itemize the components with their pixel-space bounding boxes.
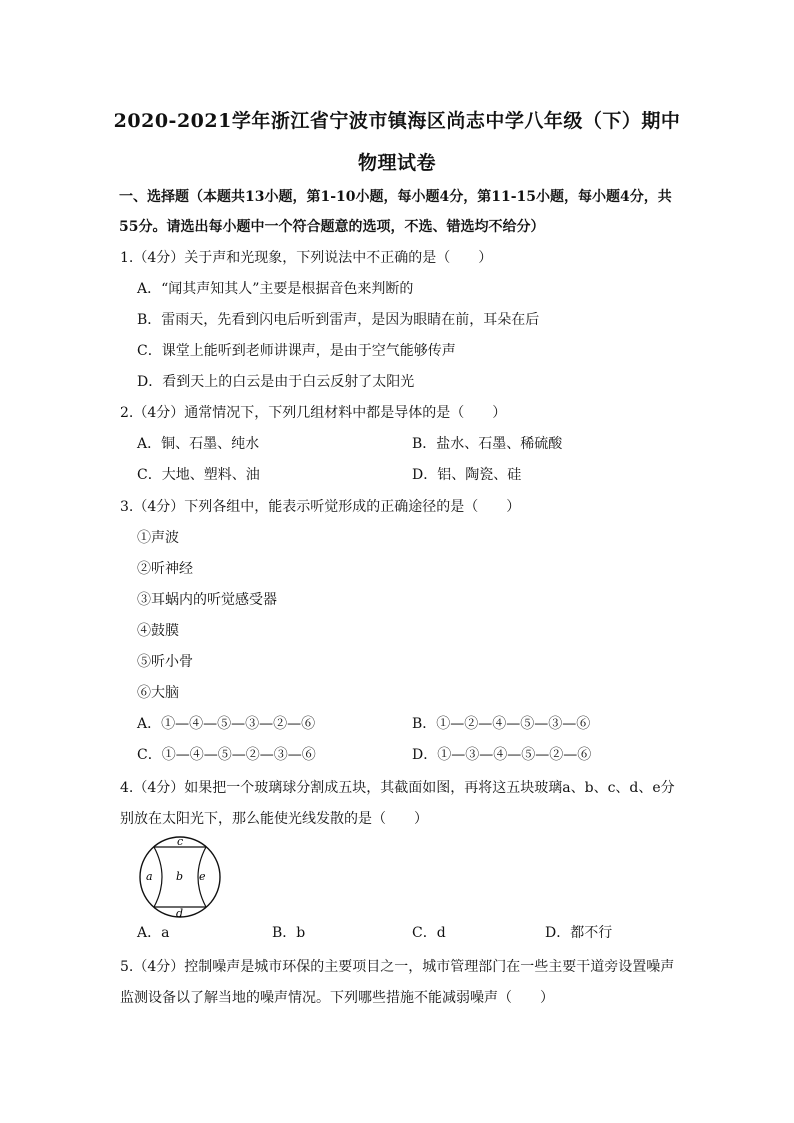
- question-3-stem: 3.（4分）下列各组中，能表示听觉形成的正确途径的是（ ）: [120, 499, 521, 515]
- question-3-item: ④鼓膜: [137, 623, 179, 639]
- question-1-option-d: D．看到天上的白云是由于白云反射了太阳光: [137, 374, 415, 390]
- question-1-option-a: A．“闻其声知其人”主要是根据音色来判断的: [137, 281, 414, 297]
- figure-label-d: d: [176, 907, 184, 920]
- question-5-stem-line1: 5.（4分）控制噪声是城市环保的主要项目之一，城市管理部门在一些主要干道旁设置噪声: [120, 959, 675, 975]
- question-3-item: ②听神经: [137, 561, 193, 577]
- question-4-option-b: B．b: [272, 925, 306, 941]
- figure-label-c: c: [177, 835, 184, 848]
- page-subtitle: 物理试卷: [357, 152, 436, 174]
- question-3-option-c: C．①—④—⑤—②—③—⑥: [137, 747, 316, 763]
- question-3-item: ①声波: [137, 530, 179, 546]
- question-2-option-c: C．大地、塑料、油: [137, 467, 260, 483]
- question-4-stem-line1: 4.（4分）如果把一个玻璃球分割成五块，其截面如图，再将这五块玻璃a、b、c、d、e分: [120, 780, 675, 796]
- figure-label-e: e: [199, 870, 206, 883]
- question-3-item: ⑥大脑: [137, 685, 179, 701]
- question-2-stem: 2.（4分）通常情况下，下列几组材料中都是导体的是（ ）: [120, 405, 507, 421]
- question-3-option-b: B．①—②—④—⑤—③—⑥: [412, 716, 591, 732]
- question-4-option-a: A．a: [137, 925, 170, 941]
- page-title: 2020-2021学年浙江省宁波市镇海区尚志中学八年级（下）期中: [113, 110, 681, 132]
- figure-label-b: b: [176, 870, 184, 883]
- section-heading-line2: 55分。请选出每小题中一个符合题意的选项，不选、错选均不给分）: [119, 219, 545, 235]
- question-4-stem-line2: 别放在太阳光下，那么能使光线发散的是（ ）: [120, 811, 428, 827]
- question-3-item: ③耳蜗内的听觉感受器: [137, 592, 277, 608]
- question-3-option-d: D．①—③—④—⑤—②—⑥: [412, 747, 592, 763]
- question-4-option-c: C．d: [412, 925, 446, 941]
- question-2-option-d: D．铝、陶瓷、硅: [412, 467, 522, 483]
- question-5-stem-line2: 监测设备以了解当地的噪声情况。下列哪些措施不能减弱噪声（ ）: [120, 990, 554, 1006]
- question-1-stem: 1.（4分）关于声和光现象，下列说法中不正确的是（ ）: [120, 250, 493, 266]
- question-4-option-d: D．都不行: [545, 925, 613, 941]
- question-3-item: ⑤听小骨: [137, 654, 193, 670]
- question-1-option-b: B．雷雨天，先看到闪电后听到雷声，是因为眼睛在前，耳朵在后: [137, 312, 540, 328]
- question-3-option-a: A．①—④—⑤—③—②—⑥: [137, 716, 316, 732]
- question-2-option-b: B．盐水、石墨、稀硫酸: [412, 436, 563, 452]
- figure-label-a: a: [146, 870, 153, 883]
- question-1-option-c: C．课堂上能听到老师讲课声，是由于空气能够传声: [137, 343, 456, 359]
- question-2-option-a: A．铜、石墨、纯水: [137, 436, 260, 452]
- glass-ball-cross-section-figure: [136, 834, 226, 920]
- section-heading-line1: 一、选择题（本题共13小题，第1-10小题，每小题4分，第11-15小题，每小题4分，共: [119, 189, 672, 205]
